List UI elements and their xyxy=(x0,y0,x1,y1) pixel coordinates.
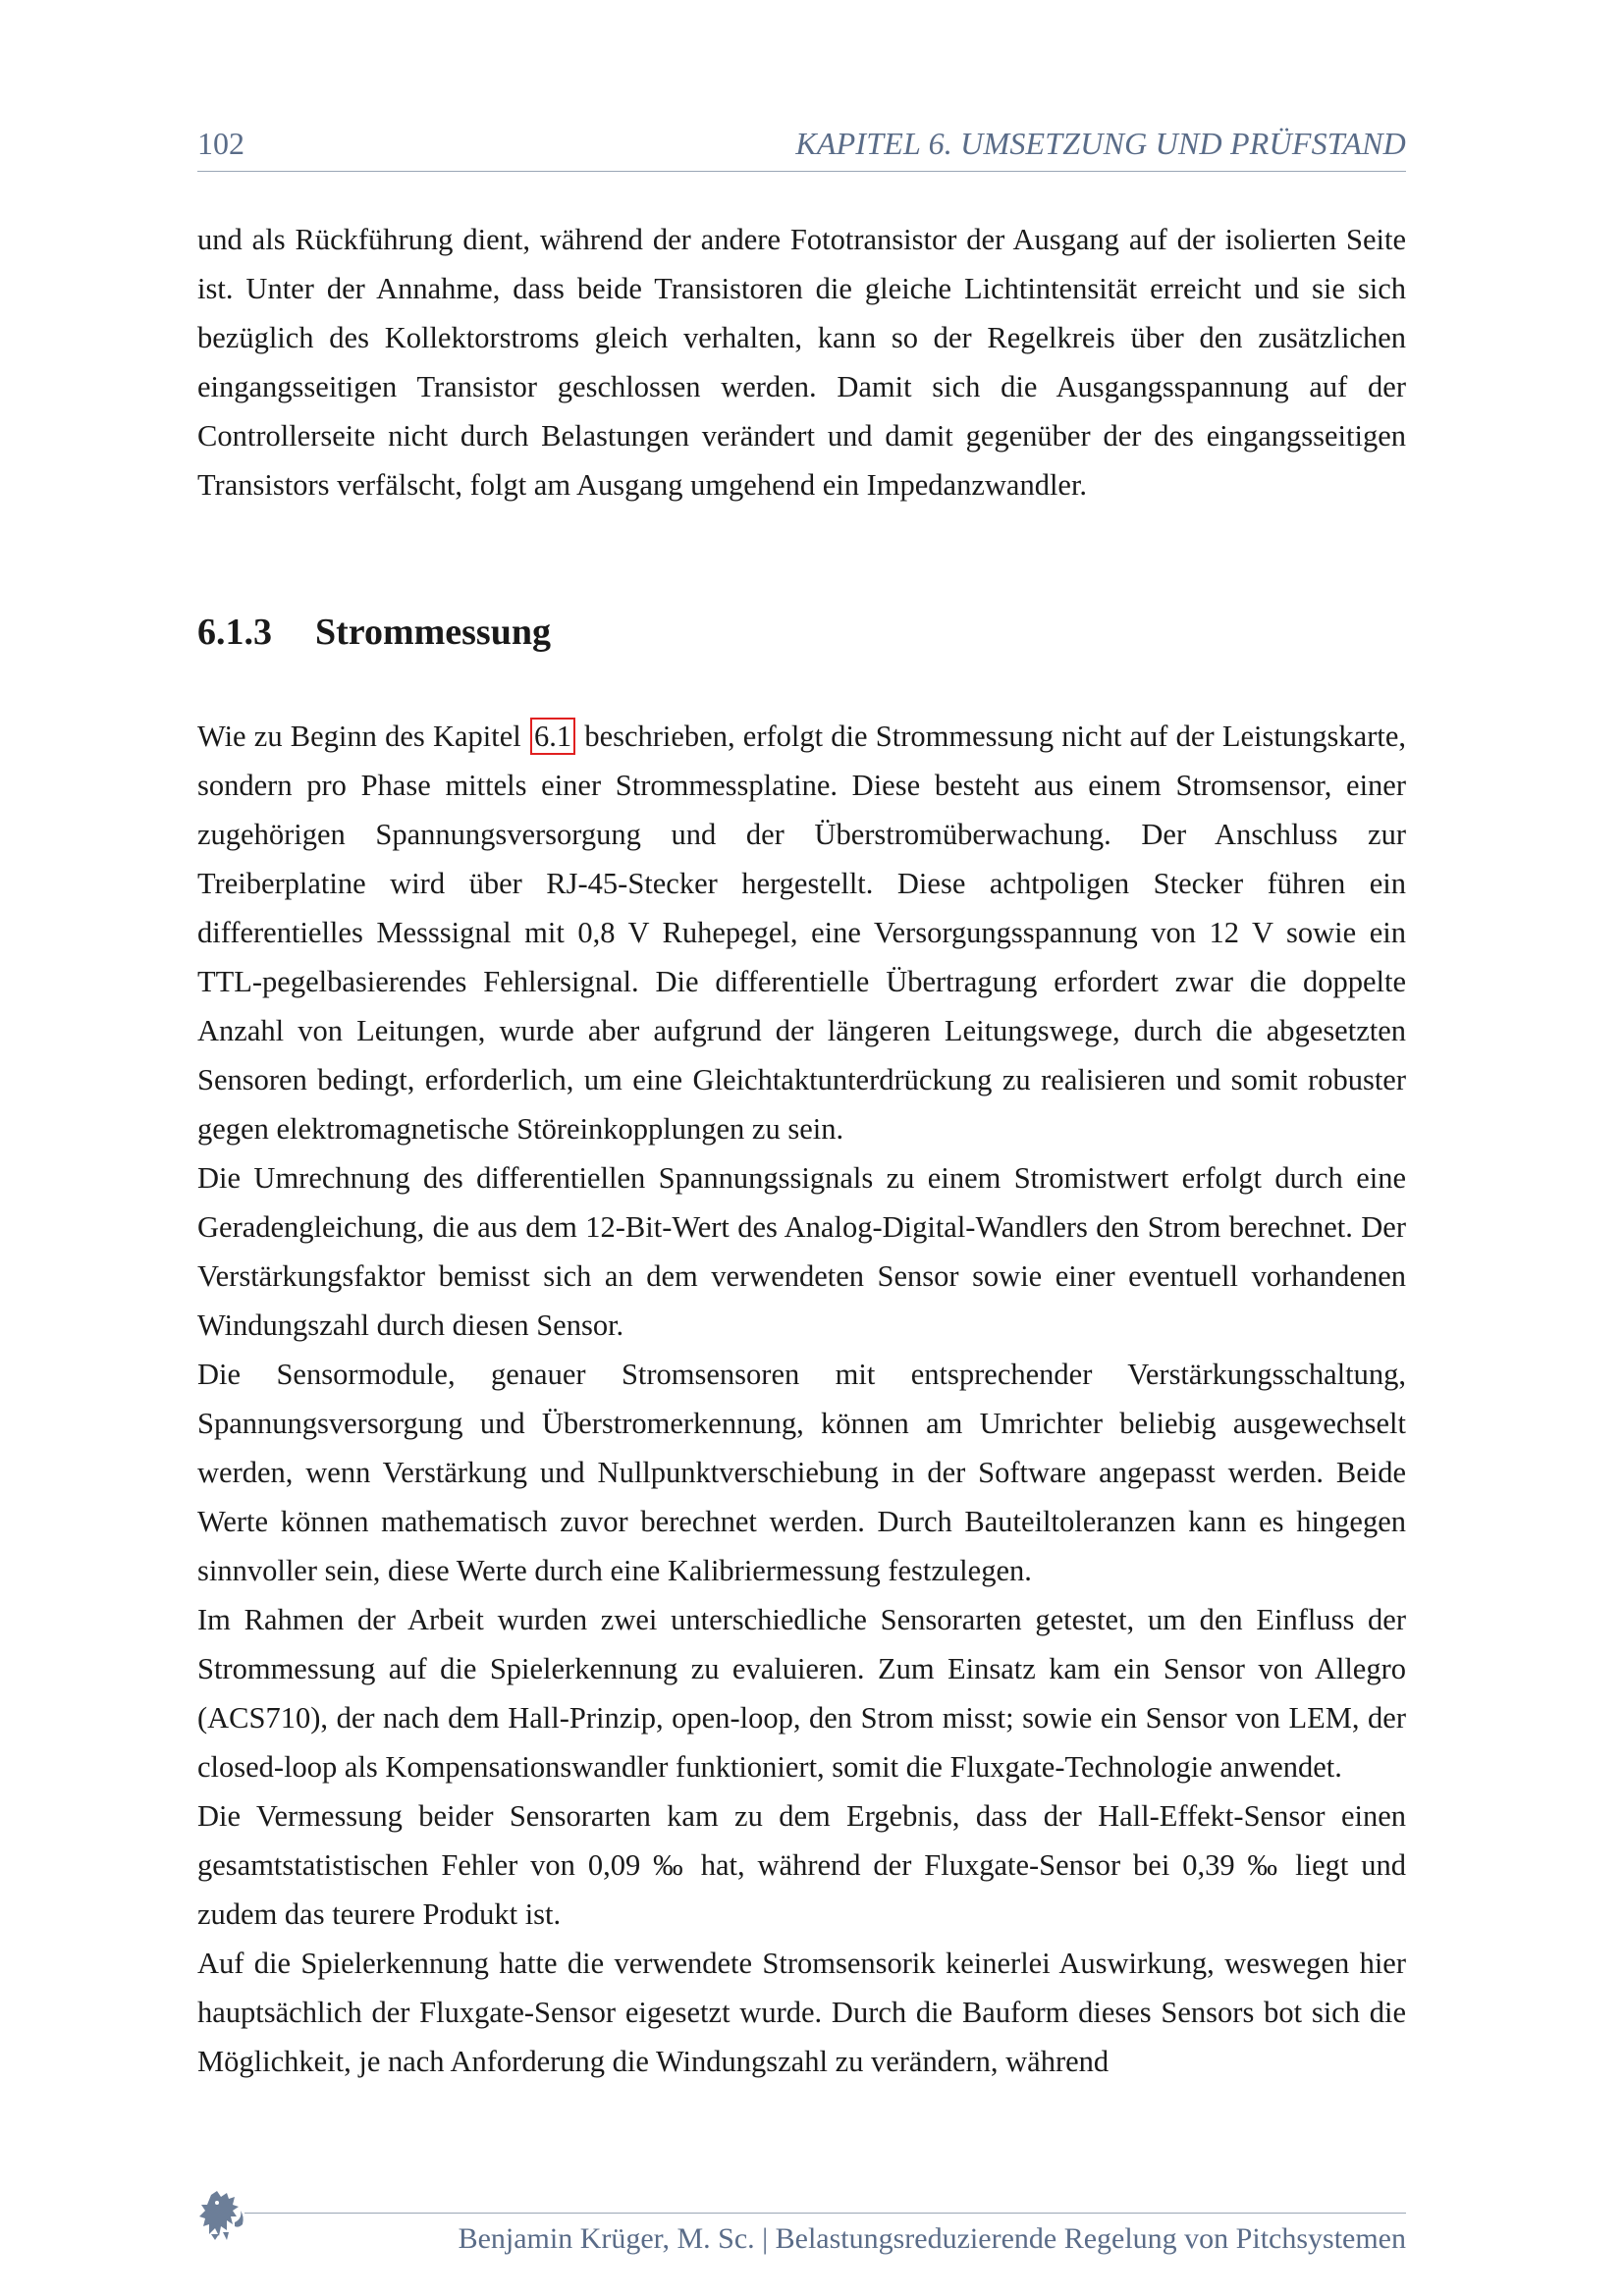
paragraph: Im Rahmen der Arbeit wurden zwei unterschiedliche Sensorarten getestet, um den Einfluss der Strommessung auf die Spielerkennung zu evaluieren. Zum Einsatz kam ein Sensor von Allegro (ACS710), der nach dem Hall-Prinzip, open-loop, den Strom misst; sowie ein Sensor von LEM, der closed-loop als Kompensationswandler funktioniert, somit die Fluxgate-Technologie anwendet. xyxy=(197,1603,1406,1784)
chapter-title: KAPITEL 6. UMSETZUNG UND PRÜFSTAND xyxy=(795,126,1406,161)
paragraph: Die Vermessung beider Sensorarten kam zu dem Ergebnis, dass der Hall-Effekt-Sensor einen gesamtstatistischen Fehler von 0,09 ‰ hat, während der Fluxgate-Sensor bei 0,39 ‰ liegt und zudem das teurere Produkt ist. xyxy=(197,1799,1406,1931)
heraldic-lion-icon xyxy=(197,2189,246,2242)
footer-rule xyxy=(244,2213,1406,2214)
paragraph: Die Umrechnung des differentiellen Spannungssignals zu einem Stromistwert erfolgt durch eine Geradengleichung, die aus dem 12-Bit-Wert des Analog-Digital-Wandlers den Strom berechnet. Der Verstärkungsfaktor bemisst sich an dem verwendeten Sensor sowie einer eventuell vorhandenen Windungszahl durch diesen Sensor. xyxy=(197,1161,1406,1342)
paragraph: und als Rückführung dient, während der andere Fototransistor der Ausgang auf der isolierten Seite ist. Unter der Annahme, dass beide Transistoren die gleiche Lichtintensität erreicht und sie sich bezüglich des Kollektorstroms gleich verhalten, kann so der Regelkreis über den zusätzlichen eingangsseitigen Transistor geschlossen werden. Damit sich die Ausgangsspannung auf der Controllerseite nicht durch Belastungen verändert und damit gegenüber der des eingangsseitigen Transistors verfälscht, folgt am Ausgang umgehend ein Impedanzwandler. xyxy=(197,223,1406,502)
section-title: Strommessung xyxy=(315,612,551,653)
paragraph-text: beschrieben, erfolgt die Strommessung nicht auf der Leistungskarte, sondern pro Phase mittels einer Strommessplatine. Diese besteht aus einem Stromsensor, einer zugehörigen Spannungsversorgung und der Überstromüberwachung. Der Anschluss zur Treiberplatine wird über RJ-45-Stecker hergestellt. Diese achtpoligen Stecker führen ein differentielles Messsignal mit 0,8 V Ruhepegel, eine Versorgungsspannung von 12 V sowie ein TTL-pegelbasierendes Fehlersignal. Die differentielle Übertragung erfordert zwar die doppelte Anzahl von Leitungen, wurde aber aufgrund der längeren Leitungswege, durch die abgesetzten Sensoren bedingt, erforderlich, um eine Gleichtaktunterdrückung zu realisieren und somit robuster gegen elektromagnetische Störeinkopplungen zu sein. xyxy=(197,720,1407,1146)
paragraph: Die Sensormodule, genauer Stromsensoren mit entsprechender Verstärkungsschaltung, Spannungsversorgung und Überstromerkennung, können am Umrichter beliebig ausgewechselt werden, wenn Verstärkung und Nullpunktverschiebung in der Software angepasst werden. Beide Werte können mathematisch zuvor berechnet werden. Durch Bauteiltoleranzen kann es hingegen sinnvoller sein, diese Werte durch eine Kalibriermessung festzulegen. xyxy=(197,1358,1406,1587)
paragraph xyxy=(197,712,1406,1153)
page-number: 102 xyxy=(197,126,244,161)
section-body xyxy=(197,712,1406,2086)
paragraph-text: Wie zu Beginn des Kapitel xyxy=(197,720,521,753)
running-header xyxy=(197,122,1406,172)
footer-byline: Benjamin Krüger, M. Sc. | Belastungsreduzierende Regelung von Pitchsystemen xyxy=(458,2222,1406,2255)
section-number: 6.1.3 xyxy=(197,612,272,653)
intro-paragraph xyxy=(197,215,1406,509)
page-footer xyxy=(197,2189,1406,2258)
paragraph: Auf die Spielerkennung hatte die verwendete Stromsensorik keinerlei Auswirkung, weswegen hier hauptsächlich der Fluxgate-Sensor eigesetzt wurde. Durch die Bauform dieses Sensors bot sich die Möglichkeit, je nach Anforderung die Windungszahl zu verändern, während xyxy=(197,1947,1406,2078)
chapter-reference-link[interactable]: 6.1 xyxy=(530,718,575,755)
section-heading xyxy=(197,611,551,654)
